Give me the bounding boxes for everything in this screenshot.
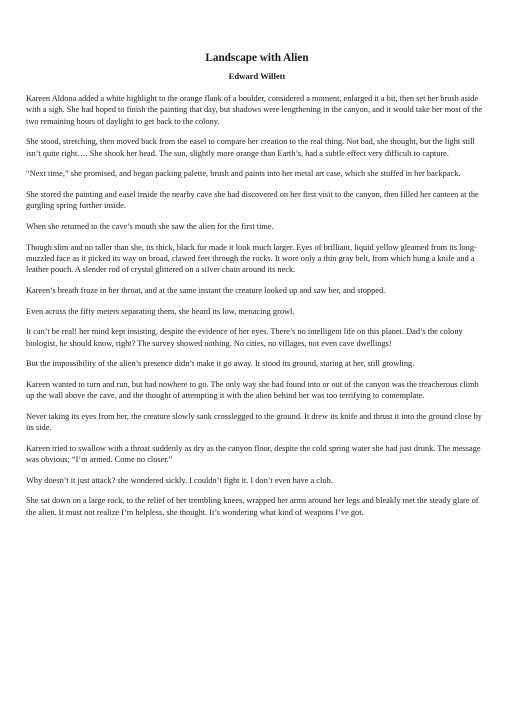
document-title: Landscape with Alien [205, 52, 309, 64]
document-author: Edward Willett [228, 71, 286, 81]
paragraph: She stood, stretching, then moved back from the easel to compare her creation to the real thing. Not bad, she thought, but the light still isn’t quite right…. She shook her head. The sun, slightly more orange than Earth’s, had a subtle effect very difficult to capture. [26, 137, 475, 158]
paragraph: “Next time,” she promised, and began packing palette, brush and paints into her metal art case, which she stuffed in her backpack. [26, 169, 461, 179]
paragraph: She stored the painting and easel inside the nearby cave she had discovered on her first visit to the canyon, then filled her canteen at the gurgling spring further inside. [26, 189, 479, 211]
paragraph: Kareen wanted to turn and run, but had nowhere to go. The only way she had found into or out of the canyon was the treacherous climb up the wall above the cave, and the thought of attempting it with the alien behind her was too terrifying to contemplate. [26, 379, 479, 401]
paragraph: Why doesn’t it just attack? she wondered sickly. I couldn’t fight it. I don’t even have a club. [26, 475, 333, 485]
document-page [26, 52, 488, 527]
paragraph: Though slim and no taller than she, its thick, black fur made it look much larger. Eyes of brilliant, liquid yellow gleamed from its long-muzzled face as it picked its way on broad, clawed feet through the rocks. It wore only a thin gray belt, from which hung a knife and a leather pouch. A slender rod of crystal glittered on a silver chain around its neck. [26, 242, 477, 275]
paragraph: It can’t be real! her mind kept insisting, despite the evidence of her eyes. There’s no intelligent life on this planet. Dad’s the colony biologist, he should know, right? The survey showed nothing. No cities, no villages, not even cave dwellings! [26, 327, 463, 348]
paragraph: Never taking its eyes from her, the creature slowly sank crosslegged to the ground. It drew its knife and thrust it into the ground close by its side. [26, 411, 482, 433]
paragraph: When she returned to the cave’s mouth she saw the alien for the first time. [26, 221, 274, 231]
paragraph: She sat down on a large rock, to the relief of her trembling knees, wrapped her arms around her legs and bleakly met the steady glare of the alien. It must not realize I’m helpless, she thought. It’s wondering what kind of weapons I’ve got. [26, 496, 479, 517]
paragraph: But the impossibility of the alien’s presence didn’t make it go away. It stood its ground, staring at her, still growling. [26, 359, 415, 369]
paragraph: Even across the fifty meters separating them, she heard its low, menacing growl. [26, 306, 295, 316]
paragraph: Kareen’s breath froze in her throat, and at the same instant the creature looked up and saw her, and stopped. [26, 285, 386, 295]
paragraph: Kareen tried to swallow with a throat suddenly as dry as the canyon floor, despite the cold spring water she had just drunk. The message was obvious; “I’m armed. Come no closer.” [26, 443, 481, 465]
paragraph: Kareen Aldona added a white highlight to the orange flank of a boulder, considered a moment, enlarged it a bit, then set her brush aside with a sigh. She had hoped to finish the painting that day, but shadows were lengthening in the canyon, and it would take her most of the two remaining hours of daylight to get back to the colony. [26, 94, 483, 126]
